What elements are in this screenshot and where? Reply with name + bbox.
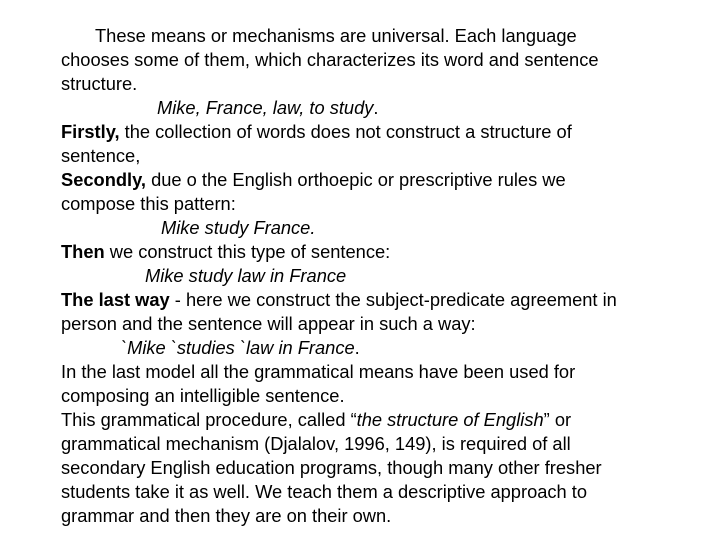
last-way-label: The last way — [61, 289, 170, 310]
last-way-text: - here we construct the subject-predicate agreement in — [169, 289, 617, 310]
firstly-label: Firstly, — [61, 121, 120, 142]
then-text: we construct this type of sentence: — [104, 241, 391, 262]
procedure-text: students take it as well. We teach them a descriptive approach to — [61, 481, 588, 502]
text-line — [61, 120, 680, 144]
example-line — [61, 96, 680, 120]
procedure-text: secondary English education programs, though many other fresher — [61, 457, 602, 478]
example-line — [61, 216, 680, 240]
text-line — [61, 144, 680, 168]
firstly-text: the collection of words does not construct a structure of — [119, 121, 572, 142]
procedure-text: This grammatical procedure, called “ — [61, 409, 357, 430]
text-line — [61, 408, 680, 432]
text-line — [61, 312, 680, 336]
then-label: Then — [61, 241, 105, 262]
secondly-label: Secondly, — [61, 169, 146, 190]
procedure-text: ” or — [543, 409, 572, 430]
example-line — [61, 264, 680, 288]
text-line — [61, 192, 680, 216]
firstly-text: sentence, — [61, 145, 141, 166]
last-model-text: In the last model all the grammatical means have been used for — [61, 361, 576, 382]
last-model-text: composing an intelligible sentence. — [61, 385, 345, 406]
intro-text: structure. — [61, 73, 138, 94]
intro-text: These means or mechanisms are universal. Each language — [95, 25, 577, 46]
text-line — [61, 480, 680, 504]
text-line — [61, 24, 680, 48]
last-way-text: person and the sentence will appear in such a way: — [61, 313, 476, 334]
example-words: Mike, France, law, to study — [157, 97, 374, 118]
procedure-term: the structure of English — [356, 409, 544, 430]
example-sentence: Mike study law in France — [145, 265, 347, 286]
text-line — [61, 384, 680, 408]
example-sentence: `Mike `studies `law in France — [121, 337, 355, 358]
procedure-text: grammar and then they are on their own. — [61, 505, 392, 526]
text-line — [61, 48, 680, 72]
procedure-text: grammatical mechanism (Djalalov, 1996, 149), is required of all — [61, 433, 571, 454]
example-period: . — [373, 97, 379, 118]
text-line — [61, 72, 680, 96]
text-line — [61, 456, 680, 480]
text-line — [61, 360, 680, 384]
secondly-text: due o the English orthoepic or prescriptive rules we — [146, 169, 566, 190]
secondly-text: compose this pattern: — [61, 193, 236, 214]
text-line — [61, 504, 680, 528]
example-sentence: Mike study France. — [161, 217, 316, 238]
text-line — [61, 168, 680, 192]
text-line — [61, 240, 680, 264]
text-line — [61, 432, 680, 456]
example-period: . — [354, 337, 360, 358]
intro-text: chooses some of them, which characterizes its word and sentence — [61, 49, 599, 70]
example-line — [61, 336, 680, 360]
text-line — [61, 288, 680, 312]
